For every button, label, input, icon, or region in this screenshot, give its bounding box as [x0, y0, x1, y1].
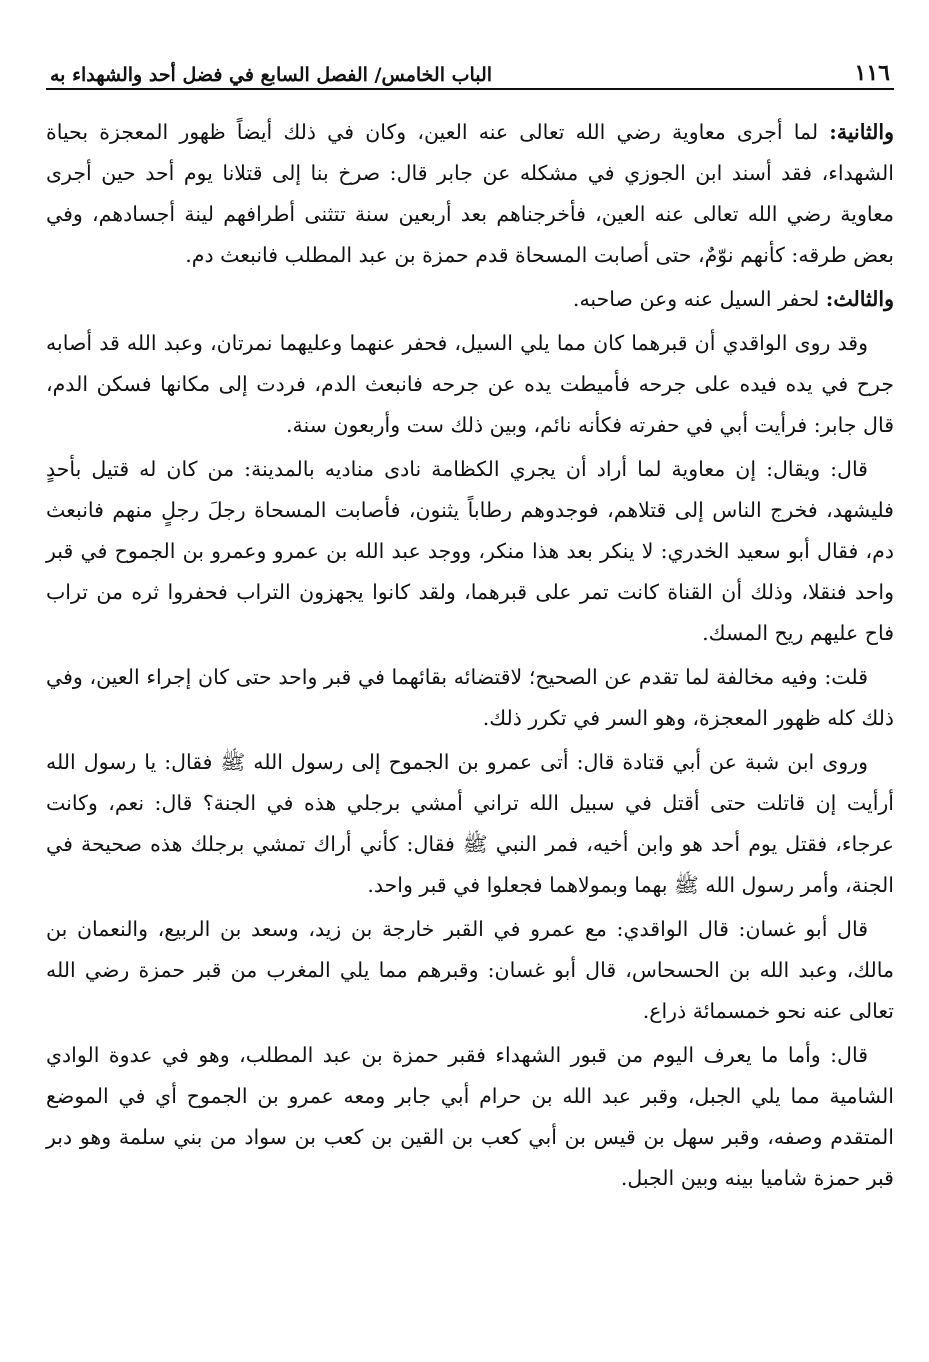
paragraph [46, 657, 894, 739]
paragraph-text: وقد روى الواقدي أن قبرهما كان مما يلي السيل، فحفر عنهما وعليهما نمرتان، وعبد الله قد أصابه جرح في يده فيده على جرحه فأميطت يده عن جرحه فانبعث الدم، فردت إلى مكانها فسكن الدم، قال جابر: فرأيت أبي في حفرته فكأنه نائم، وبين ذلك ست وأربعون سنة. [46, 331, 894, 437]
page-body [46, 112, 894, 1199]
paragraph-text: قلت: وفيه مخالفة لما تقدم عن الصحيح؛ لاقتضائه بقائهما في قبر واحد حتى كان إجراء العين، وفي ذلك كله ظهور المعجزة، وهو السر في تكرر ذلك. [46, 665, 894, 730]
paragraph-text: لما أجرى معاوية رضي الله تعالى عنه العين، وكان في ذلك أيضاً ظهور المعجزة بحياة الشهداء، فقد أسند ابن الجوزي في مشكله عن جابر قال: صرخ بنا إلى قتلانا يوم أحد حين أجرى معاوية رضي الله تعالى عنه العين، فأخرجناهم بعد أربعين سنة تتثنى أطرافهم لينة أجسادهم، وفي بعض طرقه: كأنهم نوّمٌ، حتى أصابت المسحاة قدم حمزة بن عبد المطلب فانبعث دم. [46, 120, 894, 267]
paragraph-text: وروى ابن شبة عن أبي قتادة قال: أتى عمرو بن الجموح إلى رسول الله ﷺ فقال: يا رسول الله أرأيت إن قاتلت حتى أقتل في سبيل الله تراني أمشي برجلي هذه في الجنة؟ قال: نعم، وكانت عرجاء، فقتل يوم أحد هو وابن أخيه، فمر النبي ﷺ فقال: كأني أراك تمشي برجلك هذه صحيحة في الجنة، وأمر رسول الله ﷺ بهما وبمولاهما فجعلوا في قبر واحد. [46, 750, 894, 897]
paragraph [46, 323, 894, 446]
paragraph [46, 742, 894, 906]
paragraph [46, 1035, 894, 1199]
paragraph-text: قال: وأما ما يعرف اليوم من قبور الشهداء فقبر حمزة بن عبد المطلب، وهو في عدوة الوادي الشامية مما يلي الجبل، وقبر عبد الله بن حرام أبي جابر ومعه عمرو بن الجموح أي في الموضع المتقدم وصفه، وقبر سهل بن قيس بن أبي كعب بن القين بن كعب بن سواد من بني سلمة وهو دبر قبر حمزة شاميا بينه وبين الجبل. [46, 1043, 894, 1190]
paragraph-text: لحفر السيل عنه وعن صاحبه. [572, 287, 826, 311]
paragraph-text: قال: ويقال: إن معاوية لما أراد أن يجري الكظامة نادى مناديه بالمدينة: من كان له قتيل بأحدٍ فليشهد، فخرج الناس إلى قتلاهم، فوجدوهم رطاباً يثنون، فأصابت المسحاة رجلَ رجلٍ منهم فانبعث دم، فقال أبو سعيد الخدري: لا ينكر بعد هذا منكر، ووجد عبد الله بن عمرو وعمرو بن الجموح في قبر واحد فنقلا، وذلك أن القناة كانت تمر على قبرهما، ولقد كانوا يجهزون التراب فحفروا ثره من تراب فاح عليهم ريح المسك. [46, 457, 894, 645]
paragraph [46, 449, 894, 654]
paragraph [46, 279, 894, 320]
page-header [46, 50, 894, 90]
paragraph [46, 112, 894, 276]
paragraph-lead: والثالث: [825, 287, 894, 311]
paragraph-lead: والثانية: [829, 120, 894, 144]
paragraph-text: قال أبو غسان: قال الواقدي: مع عمرو في القبر خارجة بن زيد، وسعد بن الربيع، والنعمان بن مالك، وعبد الله بن الحسحاس، قال أبو غسان: وقبرهم مما يلي المغرب من قبر حمزة رضي الله تعالى عنه نحو خمسمائة ذراع. [46, 917, 894, 1023]
paragraph [46, 909, 894, 1032]
running-title: الباب الخامس/ الفصل السابع في فضل أحد والشهداء به [50, 64, 493, 86]
page-number: ١١٦ [854, 60, 890, 86]
book-page [46, 50, 894, 1199]
